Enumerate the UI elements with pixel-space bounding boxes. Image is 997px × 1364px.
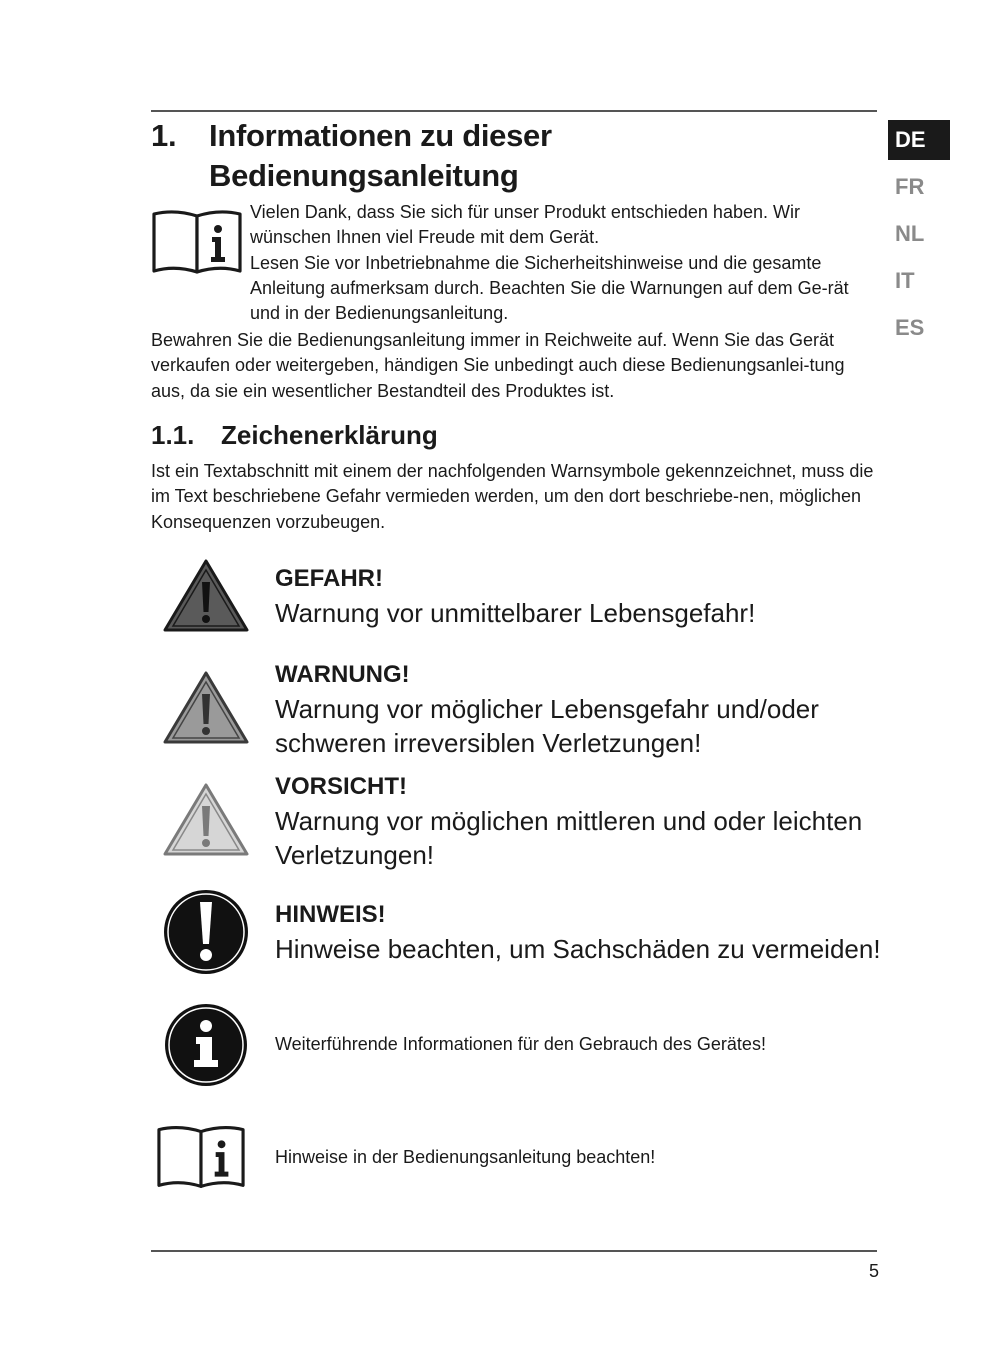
symbol-intro-paragraph: Ist ein Textabschnitt mit einem der nachfolgenden Warnsymbole gekennzeichnet, muss die im Text beschriebene Gefahr vermieden werden, um den dort beschriebe-nen, möglichen Konsequenzen vorzubeugen.: [151, 461, 874, 532]
warning-triangle-medium-icon: [162, 670, 250, 746]
notice-title: HINWEIS!: [275, 901, 386, 928]
intro-text: [250, 200, 878, 326]
manual-book-icon: [151, 207, 243, 277]
bottom-rule: [151, 1250, 877, 1252]
info-symbol-text: Weiterführende Informationen für den Gebrauch des Gerätes!: [275, 1034, 766, 1054]
top-rule: [151, 110, 877, 112]
warning-triangle-dark-icon: [162, 558, 250, 634]
notice-description: Hinweise beachten, um Sachschäden zu vermeiden!: [275, 934, 881, 964]
caution-description: Warnung vor möglichen mittleren und oder leichten Verletzungen!: [275, 806, 863, 870]
language-nav: [888, 120, 950, 355]
subsection-number: 1.1.: [151, 420, 195, 450]
language-tab-de[interactable]: DE: [888, 120, 950, 160]
language-tab-it[interactable]: IT: [895, 268, 915, 293]
section-title: Informationen zu dieser Bedienungsanleitung: [209, 118, 552, 193]
keep-manual-paragraph: Bewahren Sie die Bedienungsanleitung immer in Reichweite auf. Wenn Sie das Gerät verkaufen oder weitergeben, händigen Sie unbedingt auch diese Bedienungsanlei-tung aus, da sie ein wesentlicher Bestandteil des Produktes ist.: [151, 330, 845, 401]
language-tab-nl[interactable]: NL: [895, 221, 925, 246]
caution-title: VORSICHT!: [275, 773, 407, 800]
page-number: 5: [868, 1261, 879, 1281]
symbol-intro-text: [151, 459, 878, 535]
danger-description: Warnung vor unmittelbarer Lebensgefahr!: [275, 598, 756, 628]
language-tab-es[interactable]: ES: [895, 315, 925, 340]
info-circle-icon: [163, 1002, 249, 1088]
notice-symbol-text: [275, 898, 885, 966]
intro-thanks-paragraph: Vielen Dank, dass Sie sich für unser Produkt entschieden haben. Wir wünschen Ihnen viel Freude mit dem Gerät.: [250, 202, 800, 248]
warning-description: Warnung vor möglicher Lebensgefahr und/oder schweren irreversiblen Verletzungen!: [275, 694, 819, 758]
language-tab-fr[interactable]: FR: [895, 174, 925, 199]
section-number: 1.: [151, 118, 177, 153]
exclamation-circle-icon: [162, 888, 250, 976]
warning-symbol-text: [275, 658, 885, 760]
danger-title: GEFAHR!: [275, 565, 383, 592]
keep-manual-text: [151, 328, 878, 404]
warning-title: WARNUNG!: [275, 661, 410, 688]
manual-book-icon: [156, 1122, 246, 1192]
intro-read-paragraph: Lesen Sie vor Inbetriebnahme die Sicherheitshinweise und die gesamte Anleitung aufmerksam durch. Beachten Sie die Warnungen auf dem Ge-rät und in der Bedienungsanleitung.: [250, 252, 849, 324]
manual-symbol-text: Hinweise in der Bedienungsanleitung beachten!: [275, 1147, 656, 1167]
danger-symbol-text: [275, 562, 885, 630]
caution-symbol-text: [275, 770, 885, 872]
warning-triangle-light-icon: [162, 782, 250, 858]
subsection-title: Zeichenerklärung: [221, 420, 438, 450]
